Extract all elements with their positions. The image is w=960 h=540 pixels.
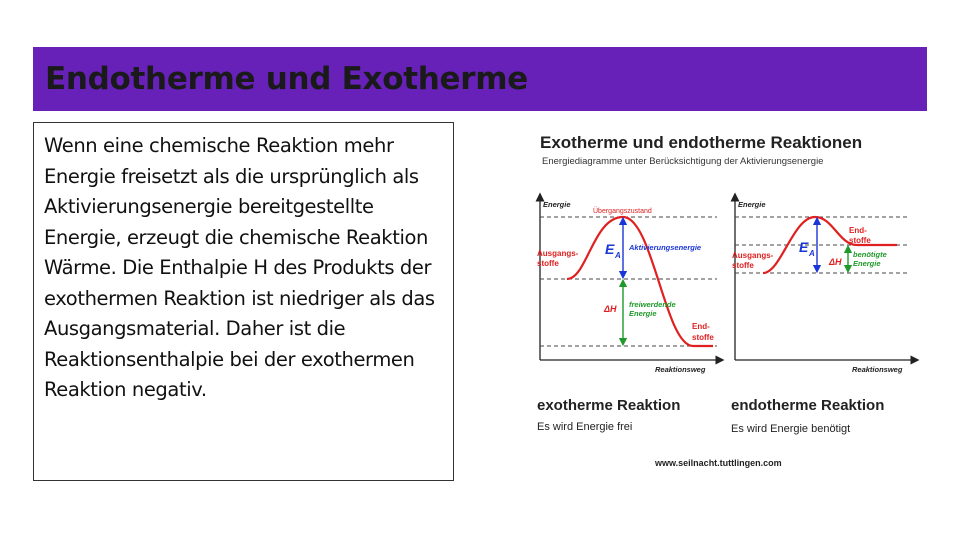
left-caption-sub: Es wird Energie frei	[537, 421, 633, 433]
right-caption-sub: Es wird Energie benötigt	[731, 423, 851, 435]
right-end-label-1: End-	[849, 226, 867, 235]
left-caption: exotherme Reaktion	[537, 397, 681, 414]
left-transition-label: Übergangszustand	[593, 208, 652, 215]
right-start-label-1: Ausgangs-	[732, 251, 774, 260]
right-required-label-1: benötigte	[853, 250, 887, 259]
left-end-label-2: stoffe	[692, 333, 714, 342]
left-y-label: Energie	[543, 200, 571, 209]
left-activation-label: Aktivierungsenergie	[629, 243, 702, 252]
slide-title: Endotherme und Exotherme	[45, 61, 528, 97]
energy-diagram-svg	[525, 122, 930, 482]
right-start-label-2: stoffe	[732, 261, 754, 270]
left-x-label: Reaktionsweg	[655, 365, 706, 374]
left-ea-symbol: E	[605, 241, 615, 257]
body-text: Wenn eine chemische Reaktion mehr Energie freisetzt als die ursprünglich als Aktivierungsenergie bereitgestellte Energie, erzeugt die chemische Reaktion Wärme. Die Enthalpie H des Produkts der exothermen Reaktion ist niedriger als das Ausgangsmaterial. Daher ist die Reaktionsenthalpie bei der exothermen Reaktion negativ.	[44, 134, 435, 401]
left-start-label-2: stoffe	[537, 259, 559, 268]
figure-subtitle: Energiediagramme unter Berücksichtigung der Aktivierungsenergie	[542, 156, 824, 167]
left-dh-symbol: ΔH	[604, 304, 617, 314]
figure-title: Exotherme und endotherme Reaktionen	[540, 133, 863, 152]
left-released-label-2: Energie	[629, 309, 657, 318]
right-y-label: Energie	[738, 200, 766, 209]
right-dh-symbol: ΔH	[829, 257, 842, 267]
left-ea-subscript: A	[615, 251, 621, 260]
title-bar	[33, 47, 927, 111]
energy-diagram-figure	[525, 122, 930, 482]
left-start-label-1: Ausgangs-	[537, 249, 579, 258]
left-released-label-1: freiwerdende	[629, 300, 676, 309]
left-end-label-1: End-	[692, 322, 710, 331]
right-ea-symbol: E	[799, 239, 809, 255]
exothermic-diagram	[537, 197, 720, 433]
right-end-label-2: stoffe	[849, 236, 871, 245]
figure-source: www.seilnacht.tuttlingen.com	[655, 458, 782, 468]
right-ea-subscript: A	[809, 249, 815, 258]
endothermic-diagram	[731, 197, 915, 435]
right-caption: endotherme Reaktion	[731, 397, 885, 414]
text-box	[33, 122, 454, 481]
right-required-label-2: Energie	[853, 259, 881, 268]
right-x-label: Reaktionsweg	[852, 365, 903, 374]
